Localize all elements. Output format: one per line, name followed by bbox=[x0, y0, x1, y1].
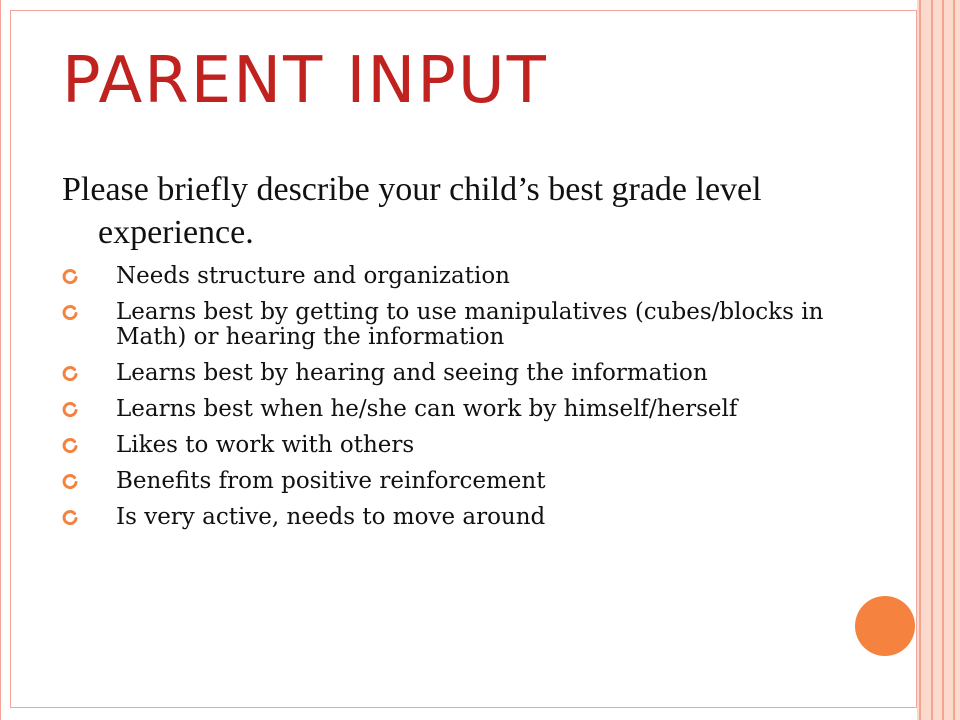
orange-ring-bullet-icon bbox=[62, 305, 78, 321]
bullet-item bbox=[62, 469, 842, 494]
band-stripe bbox=[931, 0, 933, 720]
orange-ring-bullet-icon bbox=[62, 438, 78, 454]
bullet-text: Learns best by getting to use manipulatives (cubes/blocks in Math) or hearing the information bbox=[116, 299, 824, 350]
bullet-item bbox=[62, 300, 842, 350]
bullet-text: Benefits from positive reinforcement bbox=[116, 468, 546, 494]
bullet-item bbox=[62, 397, 842, 422]
bullet-text: Needs structure and organization bbox=[116, 263, 510, 289]
right-decorative-band bbox=[917, 0, 960, 720]
band-stripe bbox=[919, 0, 921, 720]
slide-outer-border-line bbox=[0, 0, 1, 720]
bullet-text: Likes to work with others bbox=[116, 432, 415, 458]
bullet-text: Learns best by hearing and seeing the information bbox=[116, 360, 708, 386]
orange-ring-bullet-icon bbox=[62, 269, 78, 285]
orange-ring-bullet-icon bbox=[62, 366, 78, 382]
orange-ring-bullet-icon bbox=[62, 474, 78, 490]
lead-question: Please briefly describe your child’s best grade level experience. bbox=[62, 171, 762, 251]
band-stripe bbox=[953, 0, 955, 720]
orange-accent-circle bbox=[855, 596, 915, 656]
bullet-item bbox=[62, 361, 842, 386]
band-stripe bbox=[942, 0, 944, 720]
bullet-text: Learns best when he/she can work by himself/herself bbox=[116, 396, 738, 422]
bullet-list bbox=[62, 264, 842, 530]
orange-ring-bullet-icon bbox=[62, 402, 78, 418]
bullet-text: Is very active, needs to move around bbox=[116, 504, 546, 530]
orange-ring-bullet-icon bbox=[62, 510, 78, 526]
bullet-item bbox=[62, 505, 842, 530]
bullet-item bbox=[62, 264, 842, 289]
slide-body bbox=[62, 168, 842, 541]
bullet-item bbox=[62, 433, 842, 458]
slide-title: PARENT INPUT bbox=[62, 44, 548, 118]
